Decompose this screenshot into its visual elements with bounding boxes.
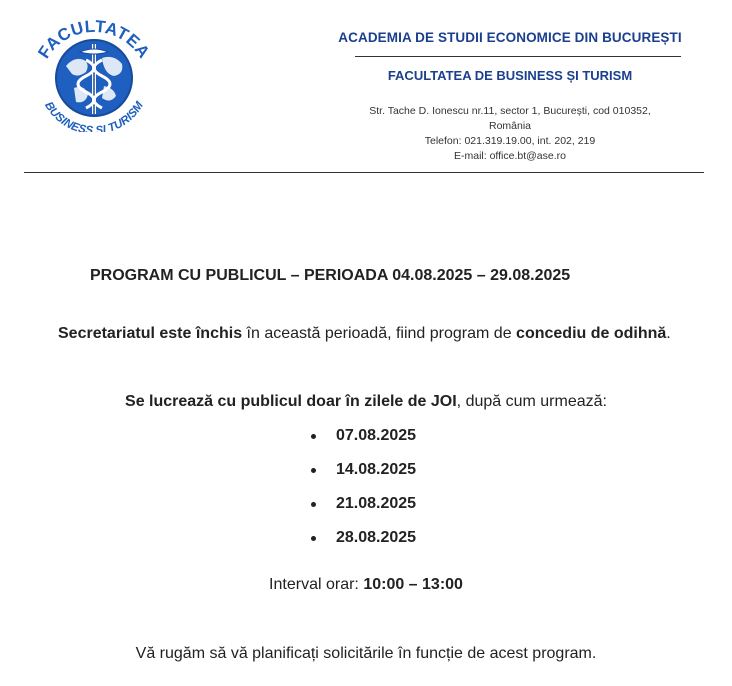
logo-bottom-text: BUSINESS ȘI TURISM: [42, 99, 146, 132]
vacation-bold: concediu de odihnă: [516, 325, 667, 342]
page-divider: [24, 172, 704, 173]
closing-note: Vă rugăm să vă planificați solicitările în funcție de acest program.: [135, 645, 597, 662]
closure-bold: Secretariatul este închis: [58, 325, 243, 342]
academy-name: ACADEMIA DE STUDII ECONOMICE DIN BUCUREȘTI: [338, 30, 682, 45]
interval-value: 10:00 – 13:00: [363, 576, 463, 593]
closure-end: .: [666, 325, 671, 342]
interval-line: [0, 576, 732, 594]
closure-text: în această perioadă, fiind program de: [242, 325, 517, 342]
faculty-name: FACULTATEA DE BUSINESS ȘI TURISM: [387, 68, 633, 83]
phone-line: Telefon: 021.319.19.00, int. 202, 219: [424, 135, 596, 147]
closure-paragraph: [24, 322, 686, 345]
logo-top-text: FACULTATEA: [34, 16, 154, 62]
list-item: 28.08.2025: [308, 528, 416, 562]
address-line: Str. Tache D. Ionescu nr.11, sector 1, București, cod 010352,: [369, 105, 651, 117]
faculty-logo: [24, 8, 160, 132]
schedule-line: [0, 393, 732, 411]
list-item: 14.08.2025: [308, 460, 416, 494]
list-item: 21.08.2025: [308, 494, 416, 528]
email-line: E-mail: office.bt@ase.ro: [453, 150, 566, 162]
list-item: 07.08.2025: [308, 426, 416, 460]
dates-list: [308, 426, 416, 562]
interval-label: Interval orar:: [269, 576, 364, 593]
header-divider: [355, 56, 681, 57]
schedule-rest: , după cum urmează:: [456, 393, 607, 410]
page-title: PROGRAM CU PUBLICUL – PERIOADA 04.08.2025 – 29.08.2025: [90, 267, 571, 284]
schedule-bold: Se lucrează cu publicul doar în zilele de JOI: [125, 393, 457, 410]
address-country: România: [488, 120, 532, 132]
